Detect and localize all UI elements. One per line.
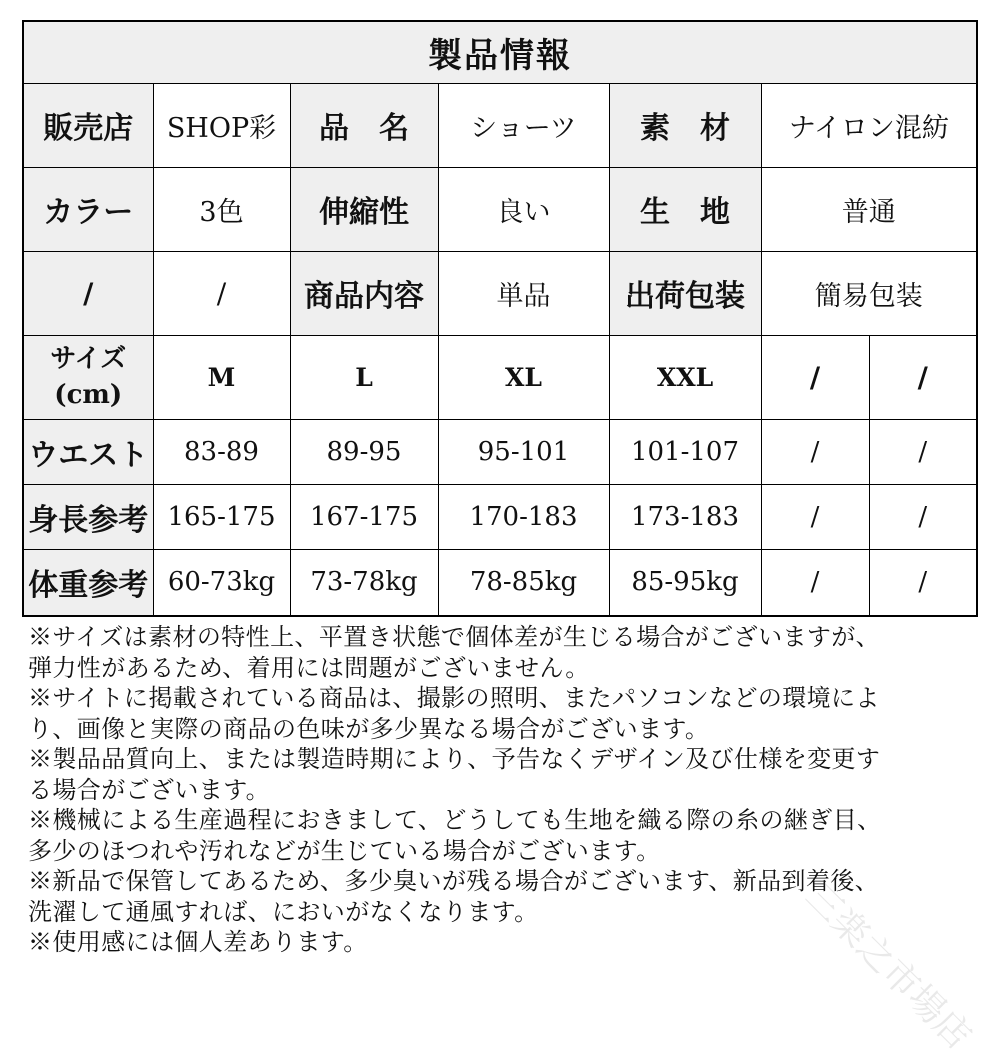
value-product-name: ショーツ — [438, 83, 609, 167]
note-line: ※製品品質向上、または製造時期により、予告なくデザイン及び仕様を変更す — [28, 745, 881, 773]
waist-xxl: 101-107 — [609, 419, 761, 484]
label-height: 身長参考 — [23, 484, 153, 549]
waist-m: 83-89 — [153, 419, 290, 484]
value-packaging: 簡易包装 — [761, 251, 977, 335]
value-stretch: 良い — [438, 167, 609, 251]
size-row-waist — [23, 419, 977, 484]
height-xxl: 173-183 — [609, 484, 761, 549]
weight-m: 60-73kg — [153, 549, 290, 616]
value-shop: SHOP彩 — [153, 83, 290, 167]
note-line: ※機械による生産過程におきまして、どうしても生地を織る際の糸の継ぎ目、 — [28, 806, 882, 834]
label-fabric: 生 地 — [609, 167, 761, 251]
info-row-2 — [23, 167, 977, 251]
height-empty-1: / — [761, 484, 869, 549]
note-line: ※使用感には個人差あります。 — [28, 928, 368, 956]
size-label-text: サイズ — [50, 344, 127, 374]
size-row-weight — [23, 549, 977, 616]
height-m: 165-175 — [153, 484, 290, 549]
size-empty-2: / — [869, 335, 977, 419]
value-material: ナイロン混紡 — [761, 83, 977, 167]
weight-l: 73-78kg — [290, 549, 438, 616]
weight-empty-1: / — [761, 549, 869, 616]
size-header-label — [23, 335, 153, 419]
note-line: 多少のほつれや汚れなどが生じている場合がございます。 — [28, 836, 661, 865]
label-product-name: 品 名 — [290, 83, 438, 167]
label-contents: 商品内容 — [290, 251, 438, 335]
table-title: 製品情報 — [23, 21, 977, 83]
waist-l: 89-95 — [290, 419, 438, 484]
waist-empty-1: / — [761, 419, 869, 484]
label-material: 素 材 — [609, 83, 761, 167]
size-l: L — [290, 335, 438, 419]
value-color: 3色 — [153, 167, 290, 251]
size-unit-text: (cm) — [54, 380, 123, 410]
waist-xl: 95-101 — [438, 419, 609, 484]
waist-empty-2: / — [869, 419, 977, 484]
label-waist: ウエスト — [23, 419, 153, 484]
label-weight: 体重参考 — [23, 549, 153, 616]
note-line: 弾力性があるため、着用には問題がございません。 — [28, 653, 590, 682]
product-info-table — [22, 20, 978, 617]
size-m: M — [153, 335, 290, 419]
note-line: り、画像と実際の商品の色味が多少異なる場合がございます。 — [28, 714, 710, 743]
info-row-1 — [23, 83, 977, 167]
size-header-row — [23, 335, 977, 419]
value-contents: 単品 — [438, 251, 609, 335]
label-color: カラー — [23, 167, 153, 251]
weight-xxl: 85-95kg — [609, 549, 761, 616]
size-empty-1: / — [761, 335, 869, 419]
note-line: ※新品で保管してあるため、多少臭いが残る場合がございます、新品到着後、 — [28, 867, 880, 895]
note-line: る場合がございます。 — [28, 775, 271, 804]
note-line: 洗濯して通風すれば、においがなくなります。 — [28, 897, 539, 926]
label-stretch: 伸縮性 — [290, 167, 438, 251]
info-row-3 — [23, 251, 977, 335]
height-empty-2: / — [869, 484, 977, 549]
weight-empty-2: / — [869, 549, 977, 616]
value-empty: / — [153, 251, 290, 335]
height-l: 167-175 — [290, 484, 438, 549]
shop-watermark: 三楽之市場店 — [797, 875, 980, 1058]
label-empty: / — [23, 251, 153, 335]
note-line: ※サイトに掲載されている商品は、撮影の照明、またパソコンなどの環境によ — [28, 684, 880, 712]
value-fabric: 普通 — [761, 167, 977, 251]
size-xl: XL — [438, 335, 609, 419]
size-xxl: XXL — [609, 335, 761, 419]
label-shop: 販売店 — [23, 83, 153, 167]
height-xl: 170-183 — [438, 484, 609, 549]
label-packaging: 出荷包装 — [609, 251, 761, 335]
weight-xl: 78-85kg — [438, 549, 609, 616]
note-line: ※サイズは素材の特性上、平置き状態で個体差が生じる場合がございますが、 — [28, 623, 881, 651]
size-row-height — [23, 484, 977, 549]
